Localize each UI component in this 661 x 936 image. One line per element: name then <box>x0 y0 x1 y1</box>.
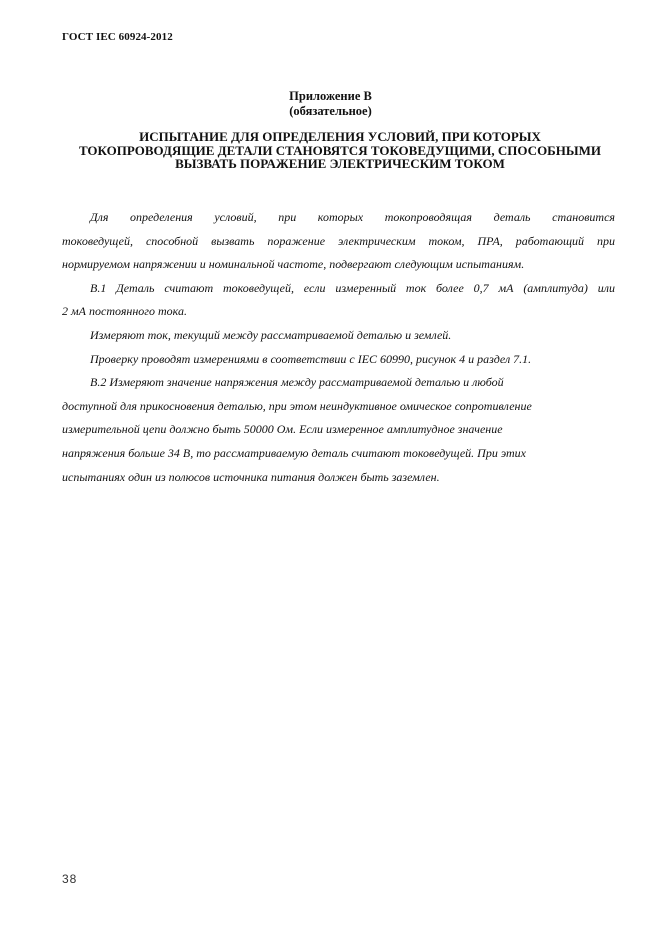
paragraph-line: доступной для прикосновения деталью, при этом неиндуктивное омическое сопротивление <box>62 398 532 413</box>
paragraph-line: Для определения условий, при которых токопроводящая деталь становится <box>90 210 615 224</box>
paragraph-line: токоведущей, способной вызвать поражение электрическим током, ПРА, работающий при <box>62 233 615 248</box>
document-header: ГОСТ IEC 60924-2012 <box>62 31 173 43</box>
paragraph-line: В.1 Деталь считают токоведущей, если измеренный ток более 0,7 мА (амплитуда) или <box>90 280 615 295</box>
paragraph-intro <box>62 206 615 277</box>
annex-status: (обязательное) <box>289 104 372 118</box>
paragraph-current <box>62 324 615 348</box>
paragraph-line: нормируемом напряжении и номинальной частоте, подвергают следующим испытаниям. <box>62 257 525 272</box>
paragraph-line: Проверку проводят измерениями в соответствии с IEC 60990, рисунок 4 и раздел 7.1. <box>90 351 532 366</box>
paragraph-line: напряжения больше 34 В, то рассматриваемую деталь считают токоведущей. При этих <box>62 445 526 460</box>
paragraph-line: В.2 Измеряют значение напряжения между рассматриваемой деталью и любой <box>90 375 504 390</box>
annex-title: Приложение В <box>289 89 372 103</box>
document-body <box>62 206 615 489</box>
page-number: 38 <box>62 872 78 886</box>
section-title <box>60 130 620 171</box>
paragraph-b1 <box>62 277 615 324</box>
section-title-line: ИСПЫТАНИЕ ДЛЯ ОПРЕДЕЛЕНИЯ УСЛОВИЙ, ПРИ КОТОРЫХ <box>139 129 541 144</box>
paragraph-b2 <box>62 371 615 489</box>
section-title-line: ТОКОПРОВОДЯЩИЕ ДЕТАЛИ СТАНОВЯТСЯ ТОКОВЕДУЩИМИ, СПОСОБНЫМИ <box>78 142 602 158</box>
paragraph-line: Измеряют ток, текущий между рассматриваемой деталью и землей. <box>90 327 452 342</box>
paragraph-verification <box>62 348 615 372</box>
paragraph-line: измерительной цепи должно быть 50000 Ом. Если измеренное амплитудное значение <box>62 422 503 437</box>
section-title-line: ВЫЗВАТЬ ПОРАЖЕНИЕ ЭЛЕКТРИЧЕСКИМ ТОКОМ <box>175 156 505 171</box>
paragraph-line: испытаниях один из полюсов источника питания должен быть заземлен. <box>62 469 440 484</box>
paragraph-line: 2 мА постоянного тока. <box>62 304 187 319</box>
